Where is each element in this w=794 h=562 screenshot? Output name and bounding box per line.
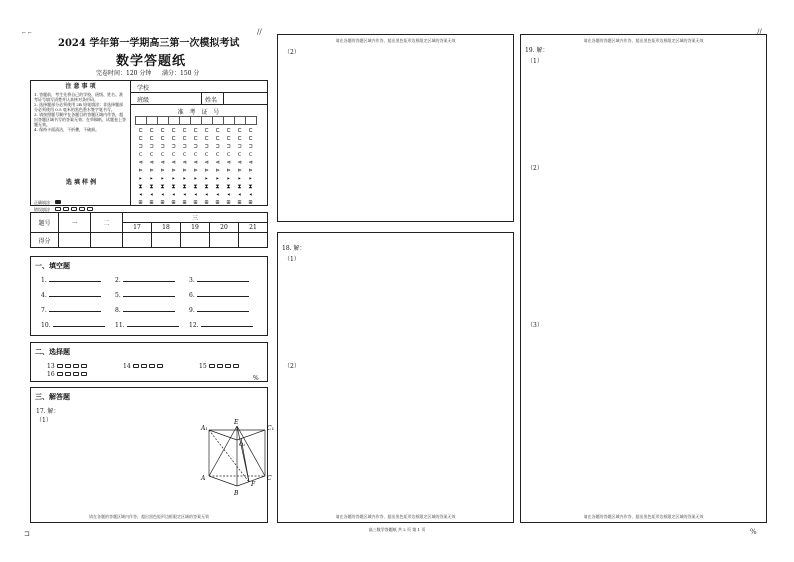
id-bubble[interactable]: ⊞ bbox=[149, 199, 154, 206]
id-bubble[interactable]: ◂ bbox=[171, 191, 176, 198]
id-bubble[interactable]: ⊲ bbox=[237, 159, 242, 166]
id-bubble[interactable]: ⊐ bbox=[138, 143, 143, 150]
id-bubble[interactable]: ⊳ bbox=[248, 167, 253, 174]
id-bubble[interactable]: ⊏ bbox=[138, 127, 143, 134]
id-bubble[interactable]: ⊏ bbox=[215, 135, 220, 142]
notice-item: 1. 答题前，考生先将自己的学校、班级、姓名、准考证号填写清楚并认真核对条形码。 bbox=[34, 92, 124, 102]
id-digit-cell[interactable] bbox=[224, 117, 235, 125]
fill-item bbox=[189, 320, 253, 329]
fill-blank[interactable] bbox=[123, 275, 175, 282]
id-bubble[interactable]: ◂ bbox=[182, 191, 187, 198]
id-bubble[interactable]: ⊂ bbox=[149, 151, 154, 158]
school-row bbox=[131, 81, 268, 93]
id-bubble[interactable]: ⊂ bbox=[215, 151, 220, 158]
area-note: 请在各题的答题区域内作答，超出黑色矩形边框限定区域的答案无效 bbox=[583, 514, 704, 519]
id-bubble[interactable]: ⊳ bbox=[215, 167, 220, 174]
id-bubble[interactable]: ⊲ bbox=[138, 159, 143, 166]
id-bubble[interactable]: ⊏ bbox=[237, 135, 242, 142]
id-bubble[interactable]: ⊂ bbox=[226, 151, 231, 158]
id-bubble[interactable]: ⊂ bbox=[138, 151, 143, 158]
id-bubble[interactable]: ◂ bbox=[226, 191, 231, 198]
q19-part3: （3） bbox=[527, 322, 543, 329]
wrong-bubble bbox=[71, 207, 77, 211]
choice-number: 13 bbox=[47, 363, 55, 370]
fill-blank[interactable] bbox=[49, 305, 101, 312]
id-bubble[interactable]: ⊐ bbox=[226, 143, 231, 150]
id-bubble-grid[interactable] bbox=[135, 127, 268, 207]
id-bubble-row bbox=[135, 143, 268, 151]
page-footer: 高三数学答题纸 共 2 页 第 1 页 bbox=[368, 527, 426, 532]
id-bubble[interactable]: ⊂ bbox=[237, 151, 242, 158]
score-cell[interactable] bbox=[239, 233, 268, 248]
fill-blank[interactable] bbox=[201, 320, 253, 327]
id-number-grid[interactable] bbox=[135, 116, 257, 125]
id-bubble[interactable]: ⧗ bbox=[182, 183, 187, 190]
fill-blank[interactable] bbox=[197, 305, 249, 312]
id-digit-cell[interactable] bbox=[191, 117, 202, 125]
choice-bubble[interactable] bbox=[217, 364, 223, 368]
fill-item bbox=[189, 275, 249, 284]
choice-bubble[interactable] bbox=[209, 364, 215, 368]
fill-item bbox=[115, 290, 175, 299]
score-header-part1: 一 bbox=[59, 213, 91, 233]
fill-item bbox=[189, 305, 249, 314]
id-bubble[interactable]: ⧗ bbox=[149, 183, 154, 190]
id-digit-cell[interactable] bbox=[169, 117, 180, 125]
answer-area-17-part2[interactable] bbox=[277, 34, 514, 222]
id-bubble[interactable]: ⊳ bbox=[160, 167, 165, 174]
choice-bubble[interactable] bbox=[73, 364, 79, 368]
id-bubble-row bbox=[135, 135, 268, 143]
answer-section-title: 三、解答题 bbox=[35, 392, 70, 401]
id-bubble[interactable]: ⊏ bbox=[193, 135, 198, 142]
id-bubble[interactable]: ⊐ bbox=[171, 143, 176, 150]
id-bubble[interactable]: ⧗ bbox=[215, 183, 220, 190]
id-bubble[interactable]: ⊏ bbox=[160, 135, 165, 142]
fill-item bbox=[41, 305, 101, 314]
label-E: E bbox=[234, 419, 239, 426]
q17-label: 17. 解： bbox=[36, 408, 60, 415]
score-sub-q21: 21 bbox=[239, 223, 268, 233]
fill-blank[interactable] bbox=[123, 290, 175, 297]
id-bubble[interactable]: ◂ bbox=[160, 191, 165, 198]
id-bubble[interactable]: ◂ bbox=[215, 191, 220, 198]
id-digit-cell[interactable] bbox=[147, 117, 158, 125]
id-bubble-row bbox=[135, 127, 268, 135]
score-header-part2: 二 bbox=[91, 213, 123, 233]
fill-item-number: 12. bbox=[189, 322, 199, 329]
id-bubble[interactable]: ⧗ bbox=[204, 183, 209, 190]
id-digit-cell[interactable] bbox=[158, 117, 169, 125]
id-bubble[interactable]: ⊐ bbox=[215, 143, 220, 150]
score-cell[interactable] bbox=[91, 233, 123, 248]
score-cell[interactable] bbox=[181, 233, 210, 248]
choice-bubble[interactable] bbox=[57, 364, 63, 368]
id-bubble[interactable]: ⊞ bbox=[248, 199, 253, 206]
id-bubble[interactable]: ▸ bbox=[226, 175, 231, 182]
score-cell[interactable] bbox=[123, 233, 152, 248]
id-bubble[interactable]: ⊏ bbox=[149, 135, 154, 142]
score-cell[interactable] bbox=[210, 233, 239, 248]
id-bubble[interactable]: ⊞ bbox=[138, 199, 143, 206]
id-bubble[interactable]: ◂ bbox=[149, 191, 154, 198]
fill-item-number: 10. bbox=[41, 322, 51, 329]
notice-item: 3. 请按照题号顺序在各题目的答题区域内作答，超出答题区域书写的答案无效；在草稿纸、试题卷上答题无效。 bbox=[34, 112, 126, 127]
id-bubble-row bbox=[135, 175, 268, 183]
choice-section bbox=[30, 342, 268, 382]
id-bubble[interactable]: ⊂ bbox=[160, 151, 165, 158]
fill-item bbox=[189, 290, 249, 299]
area-note: 请在各题的答题区域内作答，超出黑色矩形边框限定区域的答案无效 bbox=[89, 514, 209, 519]
id-bubble[interactable]: ⊏ bbox=[226, 127, 231, 134]
answer-section-17 bbox=[30, 387, 274, 523]
id-bubble[interactable]: ⊲ bbox=[149, 159, 154, 166]
label-A: A bbox=[201, 475, 206, 482]
choice-bubble[interactable] bbox=[233, 364, 239, 368]
label-B: B bbox=[234, 490, 239, 497]
fill-blank[interactable] bbox=[49, 290, 101, 297]
id-bubble[interactable]: ⊲ bbox=[204, 159, 209, 166]
id-bubble[interactable]: ⊂ bbox=[171, 151, 176, 158]
id-bubble[interactable]: ⧗ bbox=[171, 183, 176, 190]
id-bubble[interactable]: ⊏ bbox=[182, 135, 187, 142]
id-bubble[interactable]: ◂ bbox=[204, 191, 209, 198]
id-bubble[interactable]: ⧗ bbox=[237, 183, 242, 190]
q18-part2: （2） bbox=[284, 363, 300, 370]
id-bubble[interactable]: ⊲ bbox=[160, 159, 165, 166]
id-bubble[interactable]: ▸ bbox=[138, 175, 143, 182]
choice-number: 16 bbox=[47, 371, 55, 378]
area-note: 请在各题的答题区域内作答，超出黑色矩形边框限定区域的答案无效 bbox=[335, 38, 456, 43]
school-label: 学校 bbox=[137, 85, 150, 92]
id-bubble[interactable]: ◂ bbox=[138, 191, 143, 198]
q19-part1: （1） bbox=[527, 58, 543, 65]
id-bubble[interactable]: ⊏ bbox=[160, 127, 165, 134]
score-header-label: 题号 bbox=[31, 213, 59, 233]
id-bubble[interactable]: ⊐ bbox=[237, 143, 242, 150]
name-label: 姓名 bbox=[205, 97, 218, 104]
id-digit-cell[interactable] bbox=[235, 117, 246, 125]
score-sub-q18: 18 bbox=[152, 223, 181, 233]
fill-item-number: 11. bbox=[115, 322, 125, 329]
id-bubble[interactable]: ⊳ bbox=[182, 167, 187, 174]
id-bubble-row bbox=[135, 191, 268, 199]
choice-bubble[interactable] bbox=[157, 364, 163, 368]
fill-item-number: 3. bbox=[189, 277, 195, 284]
score-cell[interactable] bbox=[59, 233, 91, 248]
choice-bubble[interactable] bbox=[133, 364, 139, 368]
choice-section-title: 二、选择题 bbox=[35, 347, 70, 356]
id-bubble[interactable]: ⊐ bbox=[204, 143, 209, 150]
answer-area-18[interactable] bbox=[277, 232, 514, 523]
id-bubble[interactable]: ⊏ bbox=[204, 127, 209, 134]
exam-score: 满分：150 分 bbox=[162, 70, 200, 77]
fill-item bbox=[115, 320, 179, 329]
id-bubble[interactable]: ⊞ bbox=[204, 199, 209, 206]
fill-section-title: 一、填空题 bbox=[35, 261, 70, 270]
student-panel bbox=[131, 81, 268, 205]
id-bubble[interactable]: ⊳ bbox=[171, 167, 176, 174]
choice-bubble[interactable] bbox=[65, 364, 71, 368]
id-bubble[interactable]: ⊞ bbox=[237, 199, 242, 206]
id-bubble[interactable]: ⊐ bbox=[149, 143, 154, 150]
fill-section bbox=[30, 256, 268, 336]
choice-bubble[interactable] bbox=[81, 364, 87, 368]
class-label: 班级 bbox=[137, 97, 150, 104]
page-mark: % bbox=[253, 375, 259, 382]
choice-bubble[interactable] bbox=[141, 364, 147, 368]
q18-label: 18. 解： bbox=[282, 245, 306, 252]
q19-label: 19. 解： bbox=[525, 47, 549, 54]
id-bubble[interactable]: ⊞ bbox=[226, 199, 231, 206]
choice-item bbox=[123, 363, 165, 370]
score-sub-q17: 17 bbox=[123, 223, 152, 233]
notice-item: 4. 保持卡面清洁，不折叠，不破损。 bbox=[34, 127, 100, 132]
id-bubble[interactable]: ⊂ bbox=[182, 151, 187, 158]
id-bubble[interactable]: ⊐ bbox=[160, 143, 165, 150]
id-bubble[interactable]: ⊐ bbox=[193, 143, 198, 150]
area-note: 请在各题的答题区域内作答，超出黑色矩形边框限定区域的答案无效 bbox=[583, 38, 704, 43]
class-row bbox=[131, 93, 268, 105]
label-C: C bbox=[267, 475, 272, 482]
id-bubble[interactable]: ⊐ bbox=[248, 143, 253, 150]
id-bubble[interactable]: ▸ bbox=[149, 175, 154, 182]
id-bubble[interactable]: ◂ bbox=[193, 191, 198, 198]
label-F: F bbox=[251, 481, 256, 488]
id-digit-cell[interactable] bbox=[202, 117, 213, 125]
answer-area-19[interactable] bbox=[520, 34, 767, 523]
fill-item-number: 2. bbox=[115, 277, 121, 284]
id-bubble[interactable]: ⧗ bbox=[160, 183, 165, 190]
id-digit-cell[interactable] bbox=[246, 117, 257, 125]
label-C1: C₁ bbox=[267, 425, 274, 432]
id-bubble[interactable]: ▸ bbox=[215, 175, 220, 182]
id-bubble[interactable]: ⊲ bbox=[182, 159, 187, 166]
wrong-label: 错误填涂 bbox=[34, 207, 50, 212]
choice-bubble[interactable] bbox=[57, 372, 63, 376]
id-bubble[interactable]: ⊏ bbox=[248, 135, 253, 142]
id-bubble[interactable]: ⊳ bbox=[193, 167, 198, 174]
id-bubble[interactable]: ▸ bbox=[193, 175, 198, 182]
header-block bbox=[30, 80, 268, 212]
id-bubble[interactable]: ⊂ bbox=[248, 151, 253, 158]
id-bubble[interactable]: ⊞ bbox=[193, 199, 198, 206]
choice-bubble[interactable] bbox=[65, 372, 71, 376]
id-bubble-row bbox=[135, 199, 268, 207]
id-bubble[interactable]: ▸ bbox=[160, 175, 165, 182]
id-bubble[interactable]: ⊂ bbox=[204, 151, 209, 158]
id-label: 准 考 证 号 bbox=[177, 109, 222, 116]
label-A1: A₁ bbox=[201, 425, 208, 432]
score-row-label: 得分 bbox=[31, 233, 59, 248]
id-bubble[interactable]: ⊳ bbox=[149, 167, 154, 174]
id-bubble[interactable]: ⊳ bbox=[226, 167, 231, 174]
id-bubble[interactable]: ⊏ bbox=[226, 135, 231, 142]
id-bubble[interactable]: ▸ bbox=[171, 175, 176, 182]
correct-label: 正确填涂 bbox=[34, 200, 50, 205]
area-note: 请在各题的答题区域内作答，超出黑色矩形边框限定区域的答案无效 bbox=[335, 514, 456, 519]
id-digit-cell[interactable] bbox=[213, 117, 224, 125]
label-O1: O₁ bbox=[239, 442, 246, 448]
id-bubble[interactable]: ⊳ bbox=[138, 167, 143, 174]
fill-item-number: 5. bbox=[115, 292, 121, 299]
choice-bubble[interactable] bbox=[149, 364, 155, 368]
wrong-bubble bbox=[87, 207, 93, 211]
exam-title: 2024 学年第一学期高三第一次模拟考试 bbox=[58, 38, 240, 49]
id-bubble[interactable]: ⊏ bbox=[193, 127, 198, 134]
exam-subtitle: 数学答题纸 bbox=[116, 54, 187, 69]
choice-item bbox=[47, 371, 89, 378]
fill-blank[interactable] bbox=[123, 305, 175, 312]
corner-mark: ⌐ ⌐ bbox=[22, 30, 32, 36]
id-bubble[interactable]: ⊏ bbox=[204, 135, 209, 142]
notice-panel bbox=[31, 81, 131, 212]
fill-item bbox=[41, 320, 105, 329]
wrong-bubble bbox=[79, 207, 85, 211]
q17-part2: （2） bbox=[284, 49, 300, 56]
id-bubble[interactable]: ⧗ bbox=[138, 183, 143, 190]
fill-item bbox=[115, 305, 175, 314]
id-bubble[interactable]: ⧗ bbox=[248, 183, 253, 190]
id-bubble[interactable]: ⊲ bbox=[171, 159, 176, 166]
id-bubble[interactable]: ⊐ bbox=[182, 143, 187, 150]
fill-blank[interactable] bbox=[49, 275, 101, 282]
id-bubble[interactable]: ▸ bbox=[182, 175, 187, 182]
id-bubble[interactable]: ▸ bbox=[204, 175, 209, 182]
score-sub-q20: 20 bbox=[210, 223, 239, 233]
id-bubble[interactable]: ⧗ bbox=[226, 183, 231, 190]
id-bubble[interactable]: ◂ bbox=[237, 191, 242, 198]
q17-part1: （1） bbox=[36, 417, 52, 424]
fill-sample-heading: 选 填 样 例 bbox=[65, 179, 97, 186]
notice-item: 2. 选择题部分必须使用 2B 铅笔填涂；非选择题部分必须使用 0.5 毫米的黑色墨水签字笔书写。 bbox=[34, 102, 124, 112]
fill-item-number: 7. bbox=[41, 307, 47, 314]
q18-part1: （1） bbox=[284, 256, 300, 263]
id-digit-cell[interactable] bbox=[180, 117, 191, 125]
id-bubble[interactable]: ◂ bbox=[248, 191, 253, 198]
fill-blank[interactable] bbox=[127, 320, 179, 327]
id-bubble[interactable]: ⊂ bbox=[193, 151, 198, 158]
id-bubble[interactable]: ⊞ bbox=[215, 199, 220, 206]
id-bubble[interactable]: ⊞ bbox=[182, 199, 187, 206]
id-bubble[interactable]: ▸ bbox=[237, 175, 242, 182]
id-bubble[interactable]: ⊏ bbox=[215, 127, 220, 134]
fill-item-number: 9. bbox=[189, 307, 195, 314]
id-bubble[interactable]: ⧗ bbox=[193, 183, 198, 190]
fill-item-number: 4. bbox=[41, 292, 47, 299]
id-bubble[interactable]: ⊲ bbox=[248, 159, 253, 166]
choice-number: 15 bbox=[199, 363, 207, 370]
choice-item bbox=[199, 363, 241, 370]
fill-item bbox=[115, 275, 175, 284]
choice-number: 14 bbox=[123, 363, 131, 370]
fill-item-number: 6. bbox=[189, 292, 195, 299]
corner-mark: % bbox=[750, 528, 757, 536]
corner-mark: // bbox=[257, 28, 262, 36]
fill-blank[interactable] bbox=[53, 320, 105, 327]
corner-mark: ⊐ bbox=[24, 530, 30, 538]
id-bubble[interactable]: ⊏ bbox=[182, 127, 187, 134]
fill-item-number: 8. bbox=[115, 307, 121, 314]
choice-item bbox=[47, 363, 89, 370]
id-bubble[interactable]: ⊲ bbox=[226, 159, 231, 166]
id-bubble[interactable]: ⊏ bbox=[171, 135, 176, 142]
score-cell[interactable] bbox=[152, 233, 181, 248]
id-bubble[interactable]: ⊞ bbox=[160, 199, 165, 206]
fill-blank[interactable] bbox=[197, 275, 249, 282]
id-bubble[interactable]: ⊲ bbox=[215, 159, 220, 166]
choice-bubble[interactable] bbox=[81, 372, 87, 376]
q19-part2: （2） bbox=[527, 165, 543, 172]
id-bubble[interactable]: ⊏ bbox=[248, 127, 253, 134]
fill-blank[interactable] bbox=[197, 290, 249, 297]
score-header-part3: 三 bbox=[123, 213, 268, 223]
wrong-bubble bbox=[63, 207, 69, 211]
id-bubble[interactable]: ⊏ bbox=[149, 127, 154, 134]
id-bubble[interactable]: ⊏ bbox=[237, 127, 242, 134]
notice-heading: 注 意 事 项 bbox=[65, 83, 96, 90]
choice-bubble[interactable] bbox=[73, 372, 79, 376]
wrong-bubble bbox=[55, 207, 61, 211]
id-bubble-row bbox=[135, 159, 268, 167]
id-bubble[interactable]: ⊲ bbox=[193, 159, 198, 166]
id-bubble[interactable]: ⊳ bbox=[204, 167, 209, 174]
id-bubble[interactable]: ⊏ bbox=[171, 127, 176, 134]
fill-item bbox=[41, 275, 101, 284]
id-bubble[interactable]: ⊏ bbox=[138, 135, 143, 142]
id-bubble-row bbox=[135, 183, 268, 191]
corner-mark: // bbox=[757, 28, 762, 36]
id-bubble-row bbox=[135, 151, 268, 159]
choice-bubble[interactable] bbox=[225, 364, 231, 368]
id-digit-cell[interactable] bbox=[136, 117, 147, 125]
fill-item-number: 1. bbox=[41, 277, 47, 284]
id-bubble[interactable]: ⊞ bbox=[171, 199, 176, 206]
prism-figure bbox=[199, 418, 277, 498]
id-bubble-row bbox=[135, 167, 268, 175]
score-sub-q19: 19 bbox=[181, 223, 210, 233]
id-bubble[interactable]: ▸ bbox=[248, 175, 253, 182]
fill-item bbox=[41, 290, 101, 299]
exam-time: 完卷时间：120 分钟 bbox=[96, 70, 152, 77]
id-bubble[interactable]: ⊳ bbox=[237, 167, 242, 174]
score-table bbox=[30, 212, 268, 248]
